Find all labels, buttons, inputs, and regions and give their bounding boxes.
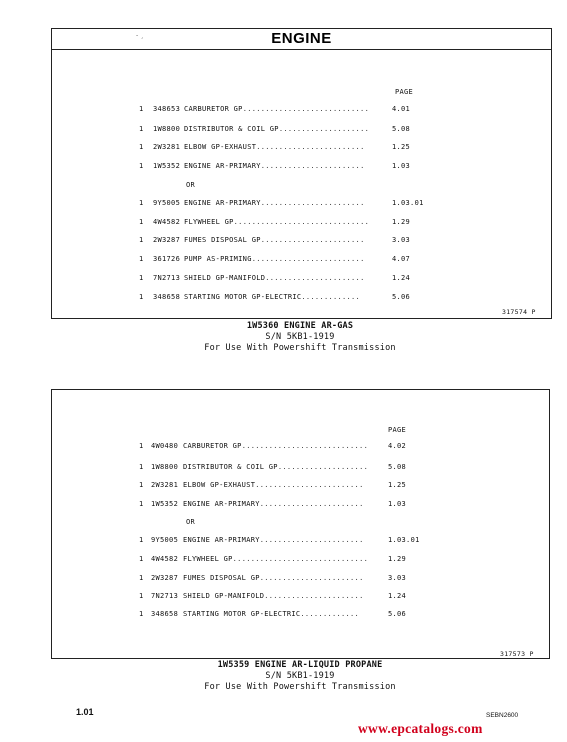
description bbox=[184, 255, 365, 263]
description bbox=[184, 199, 365, 207]
leader-dots: ...................... bbox=[264, 592, 364, 600]
description bbox=[183, 481, 364, 489]
parts-row bbox=[52, 125, 551, 135]
description bbox=[184, 274, 365, 282]
parts-row bbox=[52, 463, 549, 473]
quantity: 1 bbox=[139, 218, 144, 226]
page-ref: 1.03 bbox=[388, 500, 407, 508]
caption-use: For Use With Powershift Transmission bbox=[204, 343, 396, 353]
part-number: 1W5352 bbox=[153, 162, 181, 170]
description-text: ENGINE AR-PRIMARY bbox=[183, 536, 260, 544]
description bbox=[183, 536, 364, 544]
quantity: 1 bbox=[139, 463, 144, 471]
leader-dots: ....................... bbox=[259, 500, 364, 508]
page-ref: 4.07 bbox=[392, 255, 411, 263]
parts-row bbox=[52, 274, 551, 284]
caption-propane bbox=[140, 660, 460, 693]
part-number: 7N2713 bbox=[153, 274, 181, 282]
section-header bbox=[52, 29, 551, 50]
page-ref: 1.25 bbox=[392, 143, 411, 151]
part-number: 361726 bbox=[153, 255, 181, 263]
description bbox=[184, 293, 360, 301]
page-ref: 1.03.01 bbox=[392, 199, 424, 207]
part-number: 1W5352 bbox=[151, 500, 179, 508]
page-ref: 5.08 bbox=[388, 463, 407, 471]
description-text: CARBURETOR GP bbox=[183, 442, 242, 450]
watermark-link[interactable]: www.epcatalogs.com bbox=[358, 721, 483, 736]
quantity: 1 bbox=[139, 536, 144, 544]
part-number: 9Y5005 bbox=[153, 199, 181, 207]
parts-row bbox=[52, 555, 549, 565]
caption-gas bbox=[140, 321, 460, 354]
leader-dots: ............. bbox=[301, 293, 361, 301]
parts-row bbox=[52, 536, 549, 546]
parts-row bbox=[52, 574, 549, 584]
or-separator: OR bbox=[186, 181, 196, 189]
description-text: PUMP AS-PRIMING bbox=[184, 255, 252, 263]
description-text: FLYWHEEL GP bbox=[184, 218, 234, 226]
section-title: ENGINE bbox=[271, 30, 332, 47]
quantity: 1 bbox=[139, 592, 144, 600]
quantity: 1 bbox=[139, 500, 144, 508]
description-text: FUMES DISPOSAL GP bbox=[183, 574, 260, 582]
quantity: 1 bbox=[139, 481, 144, 489]
part-number: 2W3287 bbox=[153, 236, 181, 244]
parts-row bbox=[52, 143, 551, 153]
quantity: 1 bbox=[139, 255, 144, 263]
part-number: 7N2713 bbox=[151, 592, 179, 600]
description-text: FUMES DISPOSAL GP bbox=[184, 236, 261, 244]
leader-dots: ........................ bbox=[256, 143, 365, 151]
parts-row bbox=[52, 162, 551, 172]
leader-dots: ....................... bbox=[260, 236, 365, 244]
leader-dots: .................... bbox=[277, 463, 369, 471]
description-text: FLYWHEEL GP bbox=[183, 555, 233, 563]
engine-parts-box-gas bbox=[51, 28, 552, 319]
description bbox=[183, 442, 368, 450]
parts-row bbox=[52, 236, 551, 246]
leader-dots: ....................... bbox=[259, 574, 364, 582]
page-ref: 1.24 bbox=[388, 592, 407, 600]
description bbox=[184, 105, 369, 113]
description-text: ENGINE AR-PRIMARY bbox=[183, 500, 260, 508]
leader-dots: .................... bbox=[278, 125, 370, 133]
part-number: 1W8800 bbox=[151, 463, 179, 471]
parts-row bbox=[52, 500, 549, 510]
description-text: ENGINE AR-PRIMARY bbox=[184, 162, 261, 170]
page-ref: 5.08 bbox=[392, 125, 411, 133]
page-column-header: PAGE bbox=[388, 426, 407, 434]
parts-row bbox=[52, 610, 549, 620]
leader-dots: ......................... bbox=[251, 255, 365, 263]
description bbox=[184, 162, 365, 170]
page-ref: 4.02 bbox=[388, 442, 407, 450]
part-number: 2W3281 bbox=[151, 481, 179, 489]
part-number: 4W0480 bbox=[151, 442, 179, 450]
parts-row bbox=[52, 199, 551, 209]
page-ref: 1.24 bbox=[392, 274, 411, 282]
page-column-header: PAGE bbox=[395, 88, 414, 96]
parts-row bbox=[52, 255, 551, 265]
leader-dots: .............................. bbox=[233, 218, 370, 226]
engine-parts-box-propane bbox=[51, 389, 550, 659]
description bbox=[184, 218, 369, 226]
page-ref: 5.06 bbox=[392, 293, 411, 301]
parts-row bbox=[52, 442, 549, 452]
leader-dots: ....................... bbox=[259, 536, 364, 544]
part-number: 4W4582 bbox=[151, 555, 179, 563]
description bbox=[184, 236, 365, 244]
description bbox=[183, 463, 368, 471]
parts-row bbox=[52, 293, 551, 303]
page-ref: 5.06 bbox=[388, 610, 407, 618]
quantity: 1 bbox=[139, 162, 144, 170]
quantity: 1 bbox=[139, 555, 144, 563]
page-ref: 1.29 bbox=[388, 555, 407, 563]
page-ref: 1.29 bbox=[392, 218, 411, 226]
leader-dots: ....................... bbox=[260, 162, 365, 170]
description-text: DISTRIBUTOR & COIL GP bbox=[183, 463, 278, 471]
part-number: 2W3287 bbox=[151, 574, 179, 582]
description bbox=[183, 610, 359, 618]
caption-serial: S/N 5KB1-1919 bbox=[265, 671, 335, 681]
description-text: DISTRIBUTOR & COIL GP bbox=[184, 125, 279, 133]
scan-marks: - ¸ bbox=[136, 32, 144, 39]
page-ref: 1.03.01 bbox=[388, 536, 420, 544]
description bbox=[183, 574, 364, 582]
description-text: SHIELD GP-MANIFOLD bbox=[183, 592, 265, 600]
parts-row bbox=[52, 592, 549, 602]
leader-dots: ....................... bbox=[260, 199, 365, 207]
parts-row bbox=[52, 481, 549, 491]
caption-serial: S/N 5KB1-1919 bbox=[265, 332, 335, 342]
page-ref: 4.01 bbox=[392, 105, 411, 113]
quantity: 1 bbox=[139, 236, 144, 244]
quantity: 1 bbox=[139, 199, 144, 207]
description-text: STARTING MOTOR GP-ELECTRIC bbox=[183, 610, 301, 618]
description bbox=[183, 592, 364, 600]
description-text: ELBOW GP-EXHAUST bbox=[183, 481, 256, 489]
description-text: ENGINE AR-PRIMARY bbox=[184, 199, 261, 207]
description bbox=[183, 500, 364, 508]
caption-use: For Use With Powershift Transmission bbox=[204, 682, 396, 692]
page-ref: 1.03 bbox=[392, 162, 411, 170]
part-number: 4W4582 bbox=[153, 218, 181, 226]
description bbox=[184, 125, 369, 133]
page-ref: 1.25 bbox=[388, 481, 407, 489]
quantity: 1 bbox=[139, 574, 144, 582]
description-text: SHIELD GP-MANIFOLD bbox=[184, 274, 266, 282]
or-separator: OR bbox=[186, 518, 196, 526]
illustration-ref-number: 317574 P bbox=[502, 308, 536, 316]
leader-dots: ............................ bbox=[241, 442, 369, 450]
page-ref: 3.03 bbox=[388, 574, 407, 582]
description-text: ELBOW GP-EXHAUST bbox=[184, 143, 257, 151]
quantity: 1 bbox=[139, 293, 144, 301]
quantity: 1 bbox=[139, 143, 144, 151]
part-number: 2W3281 bbox=[153, 143, 181, 151]
leader-dots: ........................ bbox=[255, 481, 364, 489]
quantity: 1 bbox=[139, 105, 144, 113]
leader-dots: ............................ bbox=[242, 105, 370, 113]
parts-row bbox=[52, 218, 551, 228]
leader-dots: ...................... bbox=[265, 274, 365, 282]
document-code: SEBN2600 bbox=[486, 712, 519, 719]
part-number: 348653 bbox=[153, 105, 181, 113]
description bbox=[183, 555, 368, 563]
illustration-ref-number: 317573 P bbox=[500, 650, 534, 658]
leader-dots: .............................. bbox=[232, 555, 369, 563]
quantity: 1 bbox=[139, 274, 144, 282]
description-text: CARBURETOR GP bbox=[184, 105, 243, 113]
part-number: 1W8800 bbox=[153, 125, 181, 133]
quantity: 1 bbox=[139, 610, 144, 618]
part-number: 348658 bbox=[153, 293, 181, 301]
quantity: 1 bbox=[139, 125, 144, 133]
part-number: 348658 bbox=[151, 610, 179, 618]
leader-dots: ............. bbox=[300, 610, 360, 618]
quantity: 1 bbox=[139, 442, 144, 450]
description-text: STARTING MOTOR GP-ELECTRIC bbox=[184, 293, 302, 301]
caption-title: 1W5359 ENGINE AR-LIQUID PROPANE bbox=[217, 660, 383, 670]
part-number: 9Y5005 bbox=[151, 536, 179, 544]
parts-row bbox=[52, 105, 551, 115]
caption-title: 1W5360 ENGINE AR-GAS bbox=[246, 321, 354, 331]
page-number: 1.01 bbox=[76, 707, 94, 717]
description bbox=[184, 143, 365, 151]
page-ref: 3.03 bbox=[392, 236, 411, 244]
